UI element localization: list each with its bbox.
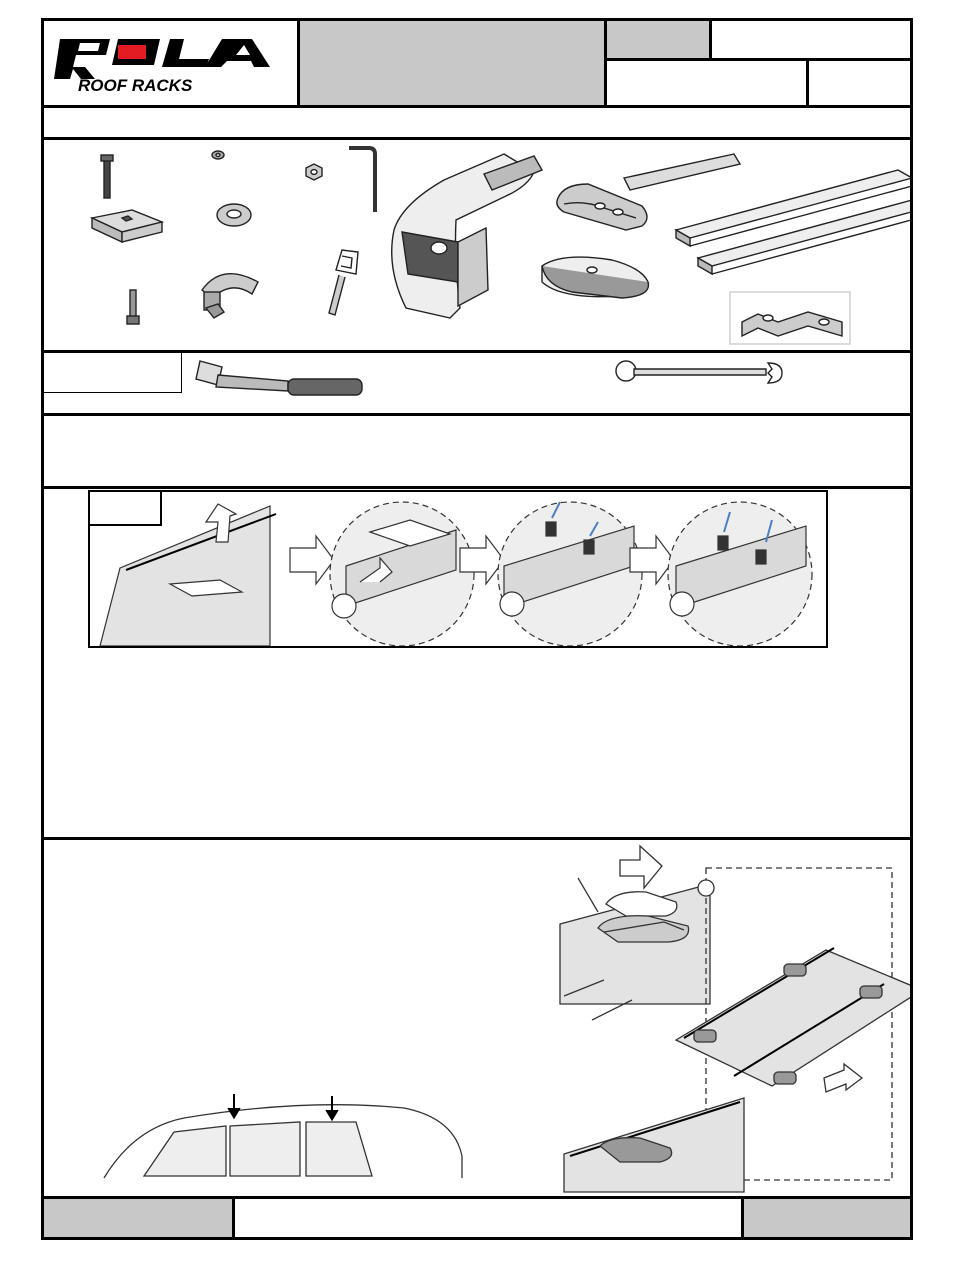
bolt-removal-illustration — [498, 502, 642, 646]
step-label-box — [88, 490, 162, 526]
socket-wrench-icon — [196, 361, 362, 395]
subtitle-row — [44, 108, 910, 138]
footer-right-cell — [744, 1199, 910, 1237]
instruction-sheet — [41, 18, 913, 1240]
instruction-text-row — [44, 416, 910, 486]
rail-slot-detail-illustration — [330, 502, 474, 646]
short-bolt-icon — [127, 290, 139, 324]
washer-icon — [217, 204, 251, 226]
info-cell-bottom-left — [607, 61, 807, 107]
tools-panel — [182, 353, 910, 413]
step-diagram-frame — [88, 490, 828, 648]
car-side-illustration — [104, 1094, 462, 1178]
logo-tagline: ROOF RACKS — [78, 76, 193, 95]
installed-pad-illustration — [564, 1098, 744, 1192]
tools-label-cell — [44, 353, 182, 393]
rail-2-icon — [698, 200, 910, 274]
allen-key-icon — [349, 148, 375, 212]
installation-panel — [44, 840, 910, 1198]
hex-nut-icon — [306, 164, 322, 180]
bolt-install-illustration — [668, 502, 812, 646]
rubber-pad-top-icon — [557, 184, 647, 230]
step-text-area — [44, 651, 910, 837]
combination-wrench-icon — [616, 361, 782, 383]
nut-plate-icon — [92, 210, 162, 242]
pad-placement-illustration — [560, 846, 710, 1020]
title-cell — [300, 21, 604, 107]
rubber-strip-icon — [624, 154, 740, 190]
info-cell-top-left — [607, 21, 711, 59]
parts-panel — [44, 140, 910, 350]
rubber-pad-bottom-icon — [542, 257, 648, 298]
rola-logo — [52, 35, 292, 99]
long-bolt-icon — [101, 155, 113, 198]
rack-foot-icon — [392, 154, 542, 318]
footer-center-cell — [235, 1199, 741, 1237]
info-cell-top-right — [712, 21, 910, 59]
nut-icon — [212, 151, 224, 159]
clamp-icon — [202, 274, 258, 318]
arrow-right-icon — [290, 536, 334, 584]
logo-cell — [44, 21, 300, 107]
footer-left-cell — [44, 1199, 232, 1237]
key-icon — [329, 250, 358, 315]
info-cell-bottom-right — [809, 61, 910, 107]
bracket-icon — [730, 292, 850, 344]
